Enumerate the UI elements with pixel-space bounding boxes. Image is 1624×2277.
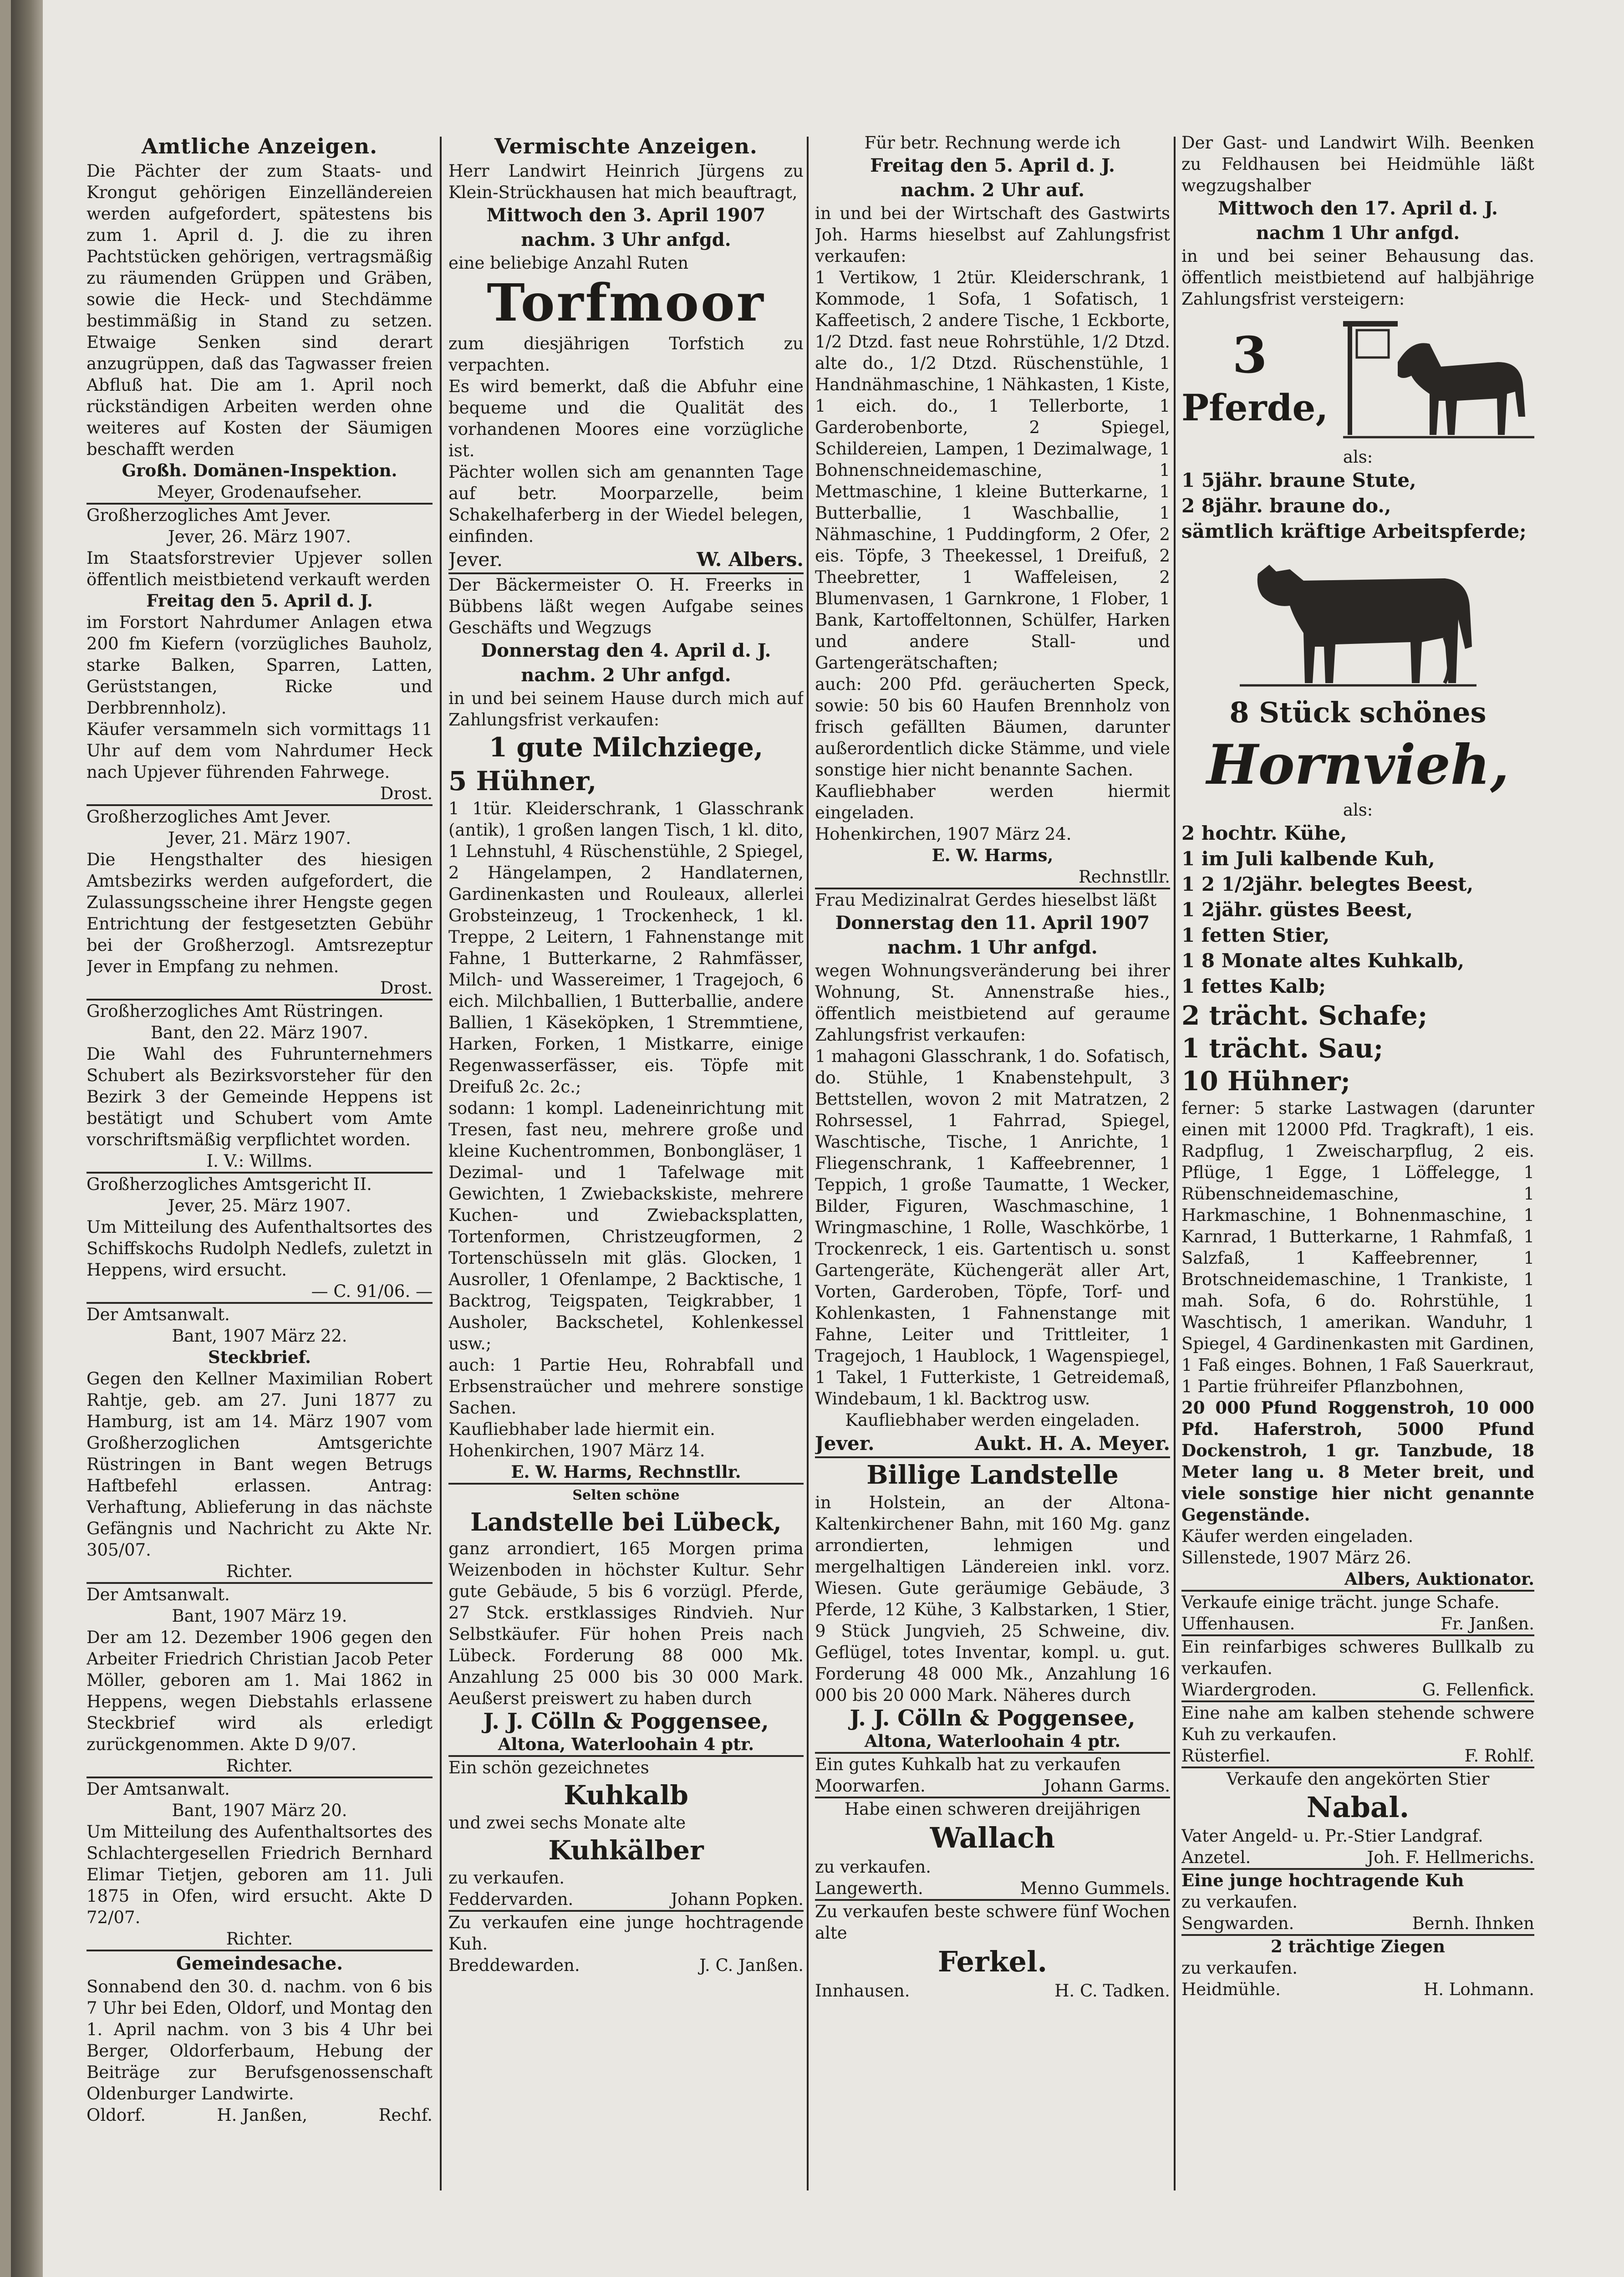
ad-text: Pächter wollen sich am genannten Tage auf betr. Moorparzelle, beim Schakelhaferberg in der Wiedel belegen, einfinden. [448,462,804,546]
ad-firm: J. J. Cölln & Poggensee, [850,1705,1135,1731]
notice-text: Um Mitteilung des Aufenthaltsortes des Schlachtergesellen Friedrich Bernhard Elimar Tietjen, geboren am 11. Juli 1875 in Ofen, wird ersucht. Akte D 72/07. [87,1822,433,1927]
ad-signature-row [1181,1613,1534,1634]
notice-text: Der am 12. Dezember 1906 gegen den Arbeiter Friedrich Christian Jacob Peter Möller, geboren am 1. Mai 1862 in Heppens, wegen Diebstahls erlassene Steckbrief wird als erledigt zurückgenommen. Akte D 9/07. [87,1628,433,1754]
ad-text: zu verkaufen. [1181,1958,1298,1978]
signature-name: F. Rohlf. [1464,1746,1534,1766]
notice-highlight: Freitag den 5. April d. J. [146,591,373,611]
signature-place: Uffenhausen. [1181,1614,1295,1634]
notice-heading: Großherzogliches Amtsgericht II. [87,1174,372,1194]
ad-address: Altona, Waterloohain 4 ptr. [864,1731,1121,1751]
ad-firm: J. J. Cölln & Poggensee, [483,1709,769,1734]
horse-block [1181,310,1534,446]
signature-place: Rüsterfiel. [1181,1746,1271,1766]
ad-date: Hohenkirchen, 1907 März 24. [815,824,1072,844]
signature-name: W. Albers. [697,548,804,571]
ad-signature-row [1181,1979,1534,2000]
ad-headline-torfmoor: Torfmoor [487,273,765,333]
notice-text: Käufer versammeln sich vormittags 11 Uhr auf dem vom Nahrdumer Heck nach Upjever führenden Fahrwege. [87,720,433,782]
signature-place: Jever. [815,1432,875,1455]
notice-heading: Großherzogliches Amt Jever. [87,807,331,827]
ad-headline: Landstelle bei Lübeck, [470,1507,782,1537]
ad-text: Vater Angeld- u. Pr.-Stier Landgraf. [1181,1826,1483,1846]
signature-role: Rechf. [378,2105,433,2125]
ad-date: Hohenkirchen, 1907 März 14. [448,1441,705,1460]
ad-signature-row [815,1980,1170,2001]
ad-text: 1 mahagoni Glasschrank, 1 do. Sofatisch, do. Stühle, 1 Knabenstehpult, 3 Bettstellen, wovon 2 mit Matratzen, 2 Rohrsessel, 1 Fahrrad, Spiegel, Waschtische, Tische, 1 Anrichte, 1 Fliegenschrank, 1 Kaffeebrenner, 1 Teppich, 1 große Taumatte, 1 Wecker, Bilder, Figuren, Waschmaschine, 1 Wringmaschine, 1 Rolle, Waschkörbe, 1 Trockenreck, 1 eis. Gartentisch u. sonst Gartengeräte, Küchengerät aller Art, Vorten, Garderoben, Töpfe, Torf- und Kohlenkasten, 1 Fahnenstange mit Fahne, Leiter und Trittleiter, 1 Tragejoch, 1 Haublock, 1 Wagenspiegel, 1 Takel, 1 Futterkiste, 1 Getreidemaß, Windebaum, 1 kl. Backtrog usw. [815,1047,1170,1409]
animal-list-item: 10 Hühner; [1181,1066,1351,1097]
horse-list-item: 1 5jähr. braune Stute, [1181,469,1416,491]
column-rule [807,137,809,2190]
column-2 [448,132,804,2204]
column-3 [815,132,1170,2204]
notice-text: im Forstort Nahrdumer Anlagen etwa 200 fm Kiefern (vorzügliches Bauholz, starke Balken, Sparren, Latten, Gerüststangen, Ricke und Derbbrennholz). [87,613,433,718]
ad-subheading: Selten schöne [572,1487,680,1503]
ad-signature: E. W. Harms, [932,845,1054,865]
ad-text: sodann: 1 kompl. Ladeneinrichtung mit Tresen, fast neu, mehrere große und kleine Kuchentrommen, Bonbongläser, 1 Dezimal- und 1 Tafelwage mit Gewichten, 1 Zwiebackskiste, mehrere Kuchen- und Zwiebacksplatten, Tortenformen, Christzeugformen, 2 Tortenschüsseln mit gläs. Glocken, 1 Ausroller, 1 Ofenlampe, 2 Backtische, 1 Backtrog, Teigspaten, Teigkrabber, 1 Ausholer, Backschetel, Kohlenkessel usw.; [448,1098,804,1353]
ad-text: Der Gast- und Landwirt Wilh. Beenken zu Feldhausen bei Heidmühle läßt wegzugshalber [1181,133,1534,195]
signature-place: Moorwarfen. [815,1776,926,1796]
cow-block [1181,544,1534,694]
cattle-list-item: 1 fettes Kalb; [1181,975,1326,997]
ad-text: wegen Wohnungsveränderung bei ihrer Wohnung, St. Annenstraße hies., öffentlich meistbietend auf geraume Zahlungsfrist verkaufen: [815,961,1170,1045]
horse-caption [1181,326,1329,430]
ad-text: in und bei seiner Behausung das. öffentlich meistbietend auf halbjährige Zahlungsfrist versteigern: [1181,246,1534,309]
column-4 [1181,132,1534,2204]
ad-text: Kaufliebhaber lade hiermit ein. [448,1419,715,1439]
ad-text: als: [1343,800,1373,820]
column-rule [1174,137,1176,2190]
notice-signature: Richter. [226,1929,293,1949]
ad-text: ferner: 5 starke Lastwagen (darunter einen mit 12000 Pfd. Tragkraft), 1 eis. Radpflug, 1 Zweischarpflug, 2 eis. Pflüge, 1 Egge, 1 Löffelegge, 1 Rübenschneidemaschine, 1 Harkmaschine, 1 Bohnenmaschine, 1 Karnrad, 1 Butterkarne, 1 Rahmfaß, 1 Salzfaß, 1 Kaffeebrenner, 1 Brotschneidemaschine, 1 Trankiste, 1 mah. Sofa, 6 do. Rohrstühle, 1 Waschtisch, 1 amerikan. Wanduhr, 1 Spiegel, 4 Gardinenkasten mit Gardinen, 1 Faß einges. Bohnen, 1 Faß Sauerkraut, 1 Partie frühreifer Pflanzbohnen, [1181,1098,1534,1396]
notice-heading: Der Amtsanwalt. [87,1585,230,1604]
column-1 [87,132,433,2204]
ad-text: Käufer werden eingeladen. [1181,1527,1414,1546]
signature-name: J. C. Janßen. [699,1955,804,1975]
ad-headline: Nabal. [1306,1791,1410,1824]
ad-time-headline: nachm. 2 Uhr anfgd. [521,664,731,686]
notice-date: Jever, 26. März 1907. [168,527,351,546]
ad-date-headline: Donnerstag den 11. April 1907 [835,912,1150,934]
ad-date-headline: Freitag den 5. April d. J. [870,155,1115,176]
signature-name: Aukt. H. A. Meyer. [975,1432,1170,1455]
ad-text: 1 Vertikow, 1 2tür. Kleiderschrank, 1 Kommode, 1 Sofa, 1 Sofatisch, 1 Kaffeetisch, 2 andere Tische, 1 Eckborte, 1/2 Dtzd. fast neue Rohrstühle, 1/2 Dtzd. alte do., 1/2 Dtzd. Rüschenstühle, 1 Handnähmaschine, 1 Nähkasten, 1 Kiste, 1 eich. do., 1 Tellerborte, 1 Garderobenborte, 2 Spiegel, Schildereien, Lampen, 1 Dezimalwage, 1 Bohnenschneidemaschine, 1 Mettmaschine, 1 kleine Butterkarne, 1 Butterballie, 1 Waschballie, 1 Nähmaschine, 1 Puddingform, 2 Ofer, 2 eis. Töpfe, 3 Theekessel, 1 Dreifuß, 2 Theebretter, 1 Waffeleisen, 2 Blumenvasen, 1 Garnkrone, 1 Flober, 1 Bank, Kartoffeltonnen, Schülfer, Harken und andere Stall- und Gartengerätschaften; [815,268,1170,673]
ad-text: Ein gutes Kuhkalb hat zu verkaufen [815,1755,1121,1774]
signature-name: G. Fellenfick. [1422,1680,1534,1700]
signature-name: H. C. Tadken. [1054,1981,1170,2001]
signature-name: H. Lohmann. [1423,1980,1534,1999]
signature-place: Langewerth. [815,1879,923,1898]
notice-date: Bant, 1907 März 20. [172,1801,347,1820]
signature-name: Johann Garms. [1044,1776,1170,1796]
ad-text: Kaufliebhaber werden hiermit eingeladen. [815,781,1170,822]
horse-list-item: sämtlich kräftige Arbeitspferde; [1181,520,1527,542]
ad-time-headline: nachm 1 Uhr anfgd. [1256,222,1460,244]
ad-time-headline: nachm. 1 Uhr anfgd. [887,937,1098,958]
notice-signature: Großh. Domänen-Inspektion. [122,460,397,480]
notice-text: Die Wahl des Fuhrunternehmers Schubert als Bezirksvorsteher für den Bezirk 3 der Gemeinde Heppens ist bestätigt und Schubert vom Amte vorschriftsmäßig verpflichtet worden. [87,1044,433,1149]
cattle-list-item: 1 2 1/2jähr. belegtes Beest, [1181,873,1474,895]
signature-place: Sengwarden. [1181,1914,1294,1933]
notice-signature: Meyer, Grodenaufseher. [157,482,362,502]
section-title-misc: Vermischte Anzeigen. [494,134,758,158]
ad-text: Herr Landwirt Heinrich Jürgens zu Klein-Strückhausen hat mich beauftragt, [448,161,804,202]
horse-label: Pferde, [1181,386,1329,429]
ad-signature-row [1181,1847,1534,1868]
notice-text: Im Staatsforstrevier Upjever sollen öffentlich meistbietend verkauft werden [87,548,433,589]
ad-item-headline: 5 Hühner, [448,766,597,796]
ad-text: zu verkaufen. [815,1857,932,1877]
notice-text: Die Pächter der zum Staats- und Krongut gehörigen Einzelländereien werden aufgefordert, spätestens bis zum 1. April d. J. die zu ihren Pachtstücken gehörigen, vertragsmäßig zu räumenden Grüppen und Gräben, sowie die Heck- und Stechdämme bestimmäßig in Stand zu setzen. Etwaige Senken sind derart anzugrüppen, daß das Tagwasser freien Abfluß hat. Die am 1. April noch rückständigen Arbeiten werden ohne weiteres auf Kosten der Säumigen beschafft werden [87,161,433,459]
ad-date-headline: Mittwoch den 17. April d. J. [1218,198,1498,219]
ad-text: eine beliebige Anzahl Ruten [448,253,689,273]
signature-place: Anzetel. [1181,1848,1251,1867]
ad-text: Der Bäckermeister O. H. Freerks in Bübbens läßt wegen Aufgabe seines Geschäfts und Wegzugs [448,575,804,638]
notice-heading: Der Amtsanwalt. [87,1305,230,1324]
ad-signature: E. W. Harms, Rechnstllr. [511,1462,741,1482]
cattle-headline: Hornvieh, [1207,733,1509,797]
ad-text: Eine junge hochtragende Kuh [1181,1870,1464,1890]
ad-text: als: [1343,447,1373,467]
ad-text: in und bei der Wirtschaft des Gastwirts Joh. Harms hieselbst auf Zahlungsfrist verkaufen: [815,204,1170,266]
ad-text: auch: 1 Partie Heu, Rohrabfall und Erbsenstraücher und mehrere sonstige Sachen. [448,1355,804,1418]
ad-signature-row [815,1878,1170,1899]
notice-text: Die Hengsthalter des hiesigen Amtsbezirks werden aufgefordert, die Zulassungsscheine ihrer Hengste gegen Entrichtung der festgesetzten Gebühr bei der Großherzogl. Amtsrezeptur Jever in Empfang zu nehmen. [87,850,433,976]
notice-date: Bant, 1907 März 22. [172,1326,347,1346]
cattle-list-item: 1 im Juli kalbende Kuh, [1181,847,1435,870]
ad-text: und zwei sechs Monate alte [448,1813,686,1833]
ad-text: Ein schön gezeichnetes [448,1758,649,1777]
ad-text: Frau Medizinalrat Gerdes hieselbst läßt [815,890,1157,910]
ad-headline: 2 trächtige Ziegen [1271,1936,1445,1956]
ad-item-headline: 1 gute Milchziege, [489,732,764,763]
ad-signature-row [1181,1913,1534,1934]
section-title-official: Amtliche Anzeigen. [141,134,378,158]
notice-date: Jever, 25. März 1907. [168,1196,351,1215]
notice-date: Jever, 21. März 1907. [168,828,351,848]
ad-signature-row [815,1431,1170,1456]
horse-illustration [1343,312,1534,444]
ad-headline: Kuhkälber [548,1835,704,1866]
signature-name: Menno Gummels. [1020,1879,1170,1898]
ad-signature-row [1181,1745,1534,1766]
ad-signature: Albers, Auktionator. [1344,1569,1534,1589]
notice-heading: Großherzogliches Amt Jever. [87,505,331,525]
ad-signature-row [448,547,804,572]
ad-text: 20 000 Pfund Roggenstroh, 10 000 Pfd. Haferstroh, 5000 Pfund Dockenstroh, 1 gr. Tanzbude, 18 Meter lang u. 8 Meter breit, und viele sonstige hier nicht genannte Gegenstände. [1181,1398,1534,1525]
cattle-list-item: 1 8 Monate altes Kuhkalb, [1181,950,1465,972]
ad-headline: Ferkel. [937,1945,1048,1978]
horse-count: 3 [1232,326,1268,384]
notice-text: Gegen den Kellner Maximilian Robert Rahtje, geb. am 27. Juni 1877 zu Hamburg, ist am 14. März 1907 vom Großherzoglichen Amtsgerichte Rüstringen in Bant wegen Betrugs Haftbefehl erlassen. Antrag: Verhaftung, Ablieferung in das nächste Gefängnis und Nachricht zu Akte Nr. 305/07. [87,1369,433,1560]
ad-text: zu verkaufen. [448,1868,565,1888]
cattle-list-item: 1 fetten Stier, [1181,924,1330,946]
notice-signature: Richter. [226,1562,293,1581]
cattle-list-item: 1 2jähr. güstes Beest, [1181,899,1413,921]
cattle-count-headline: 8 Stück schönes [1229,696,1487,729]
ad-time-headline: nachm. 3 Uhr anfgd. [521,229,731,250]
signature-place: Heidmühle. [1181,1980,1281,1999]
signature-place: Innhausen. [815,1981,910,2001]
ad-signature-row [448,1889,804,1910]
ad-headline: Billige Landstelle [866,1460,1119,1490]
ad-text: zum diesjährigen Torfstich zu verpachten. [448,334,804,375]
column-rule [440,137,442,2190]
ad-text: ganz arrondiert, 165 Morgen prima Weizenboden in höchster Kultur. Sehr gute Gebäude, 5 bis 6 vorzügl. Pferde, 27 Stck. erstklassiges Rindvieh. Nur Selbstkäufer. Für hohen Preis nach Lübeck. Forderung 88 000 Mk. Anzahlung 25 000 bis 30 000 Mark. Aeußerst preiswert zu haben durch [448,1539,804,1708]
notice-date: Bant, 1907 März 19. [172,1606,347,1626]
ad-text: Ein reinfarbiges schweres Bullkalb zu verkaufen. [1181,1637,1534,1678]
ad-text: Zu verkaufen eine junge hochtragende Kuh. [448,1913,804,1954]
ad-text: zu verkaufen. [1181,1892,1298,1912]
signature-place: Breddewarden. [448,1955,580,1975]
ad-text: Zu verkaufen beste schwere fünf Wochen alte [815,1902,1170,1943]
signature-place: Wiardergroden. [1181,1680,1317,1700]
ad-signature-row [815,1775,1170,1797]
notice-text: Um Mitteilung des Aufenthaltsortes des Schiffskochs Rudolph Nedlefs, zuletzt in Heppens, wird ersucht. [87,1217,433,1280]
ad-date: Sillenstede, 1907 März 26. [1181,1548,1412,1567]
notice-signature-row [87,2104,433,2126]
ad-text: Verkaufe den angekörten Stier [1226,1769,1490,1789]
ad-time-headline: nachm. 2 Uhr auf. [900,179,1085,201]
notice-signature: Drost. [380,784,433,803]
signature-name: H. Janßen, [217,2105,308,2125]
ad-text: Eine nahe am kalben stehende schwere Kuh zu verkaufen. [1181,1703,1534,1744]
notice-heading: Der Amtsanwalt. [87,1779,230,1799]
ad-date-headline: Mittwoch den 3. April 1907 [486,204,766,226]
ad-signature-row [448,1955,804,1976]
ad-text: Habe einen schweren dreijährigen [844,1799,1141,1819]
notice-title: Gemeindesache. [176,1953,343,1974]
book-binding [11,0,43,2277]
signature-place: Feddervarden. [448,1889,574,1909]
notice-signature: Richter. [226,1756,293,1776]
horse-list-item: 2 8jähr. braune do., [1181,495,1391,517]
ad-signature: Rechnstllr. [1078,867,1170,887]
ad-signature-row [1181,1679,1534,1700]
ad-text: Kaufliebhaber werden eingeladen. [845,1410,1140,1430]
ad-text: Verkaufe einige trächt. junge Schafe. [1181,1593,1500,1612]
ad-date-headline: Donnerstag den 4. April d. J. [481,640,771,661]
ad-headline: Kuhkalb [564,1780,688,1811]
ad-text: Es wird bemerkt, daß die Abfuhr eine bequeme und die Qualität des vorhandenen Moores eine vorzügliche ist. [448,377,804,460]
signature-place: Oldorf. [87,2105,146,2125]
signature-place: Jever. [448,548,503,571]
ad-text: Für betr. Rechnung werde ich [864,133,1121,153]
notice-text: Sonnabend den 30. d. nachm. von 6 bis 7 Uhr bei Eden, Oldorf, und Montag den 1. April nachm. von 3 bis 4 Uhr bei Berger, Oldorferbaum, Hebung der Beiträge zur Berufsgenossenschaft Oldenburger Landwirte. [87,1977,433,2103]
signature-name: Fr. Janßen. [1441,1614,1534,1634]
notice-signature: I. V.: Willms. [206,1151,313,1171]
signature-name: Joh. F. Hellmerichs. [1367,1848,1534,1867]
ad-text: in und bei seinem Hause durch mich auf Zahlungsfrist verkaufen: [448,689,804,730]
notice-signature: Drost. [380,978,433,998]
notice-heading: Großherzogliches Amt Rüstringen. [87,1001,384,1021]
notice-title: Steckbrief. [208,1347,311,1367]
ad-text: 1 1tür. Kleiderschrank, 1 Glasschrank (antik), 1 großen langen Tisch, 1 kl. dito, 1 Lehnstuhl, 4 Rüschenstühle, 2 Spiegel, 2 Hängelampen, 2 Handlaternen, Gardinenkasten und Rouleaux, allerlei Grobsteinzeug, 1 Trockenheck, 1 kl. Treppe, 2 Leitern, 1 Fahnenstange mit Fahne, 1 Butterkarne, 2 Rahmfässer, Milch- und Wassereimer, 1 Tragejoch, 6 eich. Milchballien, 1 Butterballie, andere Ballien, 1 Käseköpken, 1 Stremmtiene, Harken, Forken, 1 Mistkarre, einige Regenwasserfässer, eis. Töpfe mit Dreifuß 2c. 2c.; [448,799,804,1097]
signature-name: Johann Popken. [671,1889,804,1909]
notice-signature: — C. 91/06. — [311,1281,433,1301]
cow-illustration [1231,546,1486,692]
animal-list-item: 2 trächt. Schafe; [1181,1000,1428,1031]
ad-text: in Holstein, an der Altona-Kaltenkirchener Bahn, mit 160 Mg. ganz arrondierten, lehmigen und mergelhaltigen Ländereien inkl. vorz. Wiesen. Gute geräumige Gebäude, 3 Pferde, 12 Kühe, 3 Kalbstarken, 1 Stier, 9 Stück Jungvieh, 25 Schweine, div. Geflügel, totes Inventar, kompl. u. gut. Forderung 48 000 Mk., Anzahlung 16 000 bis 20 000 Mark. Näheres durch [815,1493,1170,1705]
notice-date: Bant, den 22. März 1907. [150,1023,369,1042]
ad-headline: Wallach [930,1821,1055,1854]
ad-address: Altona, Waterloohain 4 ptr. [498,1734,754,1754]
cattle-list-item: 2 hochtr. Kühe, [1181,822,1347,844]
animal-list-item: 1 trächt. Sau; [1181,1033,1384,1064]
ad-text: auch: 200 Pfd. geräucherten Speck, sowie: 50 bis 60 Haufen Brennholz von frisch gefällten Bäumen, darunter außerordentlich dicke Stämme, und viele sonstige hier nicht benannte Sachen. [815,674,1170,780]
signature-name: Bernh. Ihnken [1412,1914,1534,1933]
